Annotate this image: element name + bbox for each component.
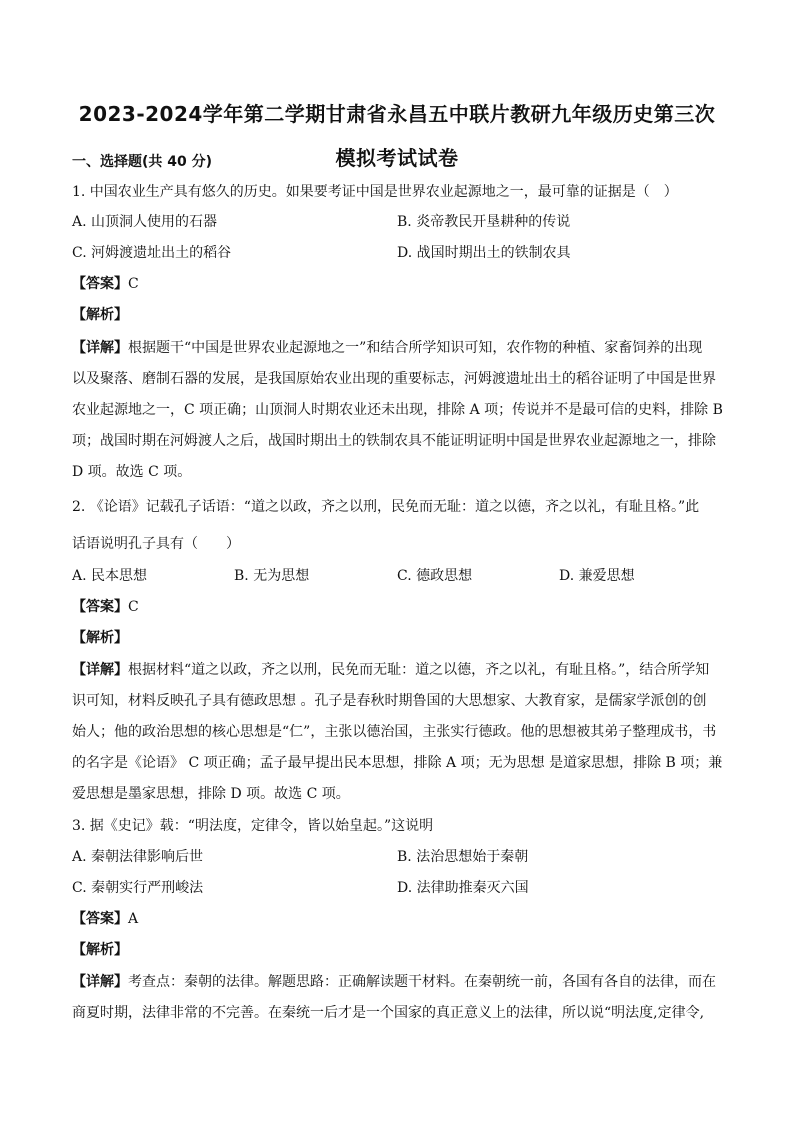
question-2-detail-line5: 爱思想是墨家思想，排除 D 项。故选 C 项。 (72, 786, 350, 802)
detail-label: 【详解】 (72, 974, 128, 990)
question-2-detail-line4: 的名字是《论语》 C 项正确；孟子最早提出民本思想，排除 A 项；无为思想 是道家思想，排除 B 项；兼 (72, 755, 723, 771)
answer-label: 【答案】 (72, 599, 128, 615)
detail-text: 根据题干“中国是世界农业起源地之一”和结合所学知识可知，农作物的种植、家畜饲养的出现 (128, 340, 703, 356)
answer-value: A (128, 911, 139, 927)
question-3-stem: 3. 据《史记》载：“明法度，定律令，皆以始皇起。”这说明 (72, 818, 434, 834)
question-1-option-a: A. 山顶洞人使用的石器 (72, 214, 218, 230)
question-1-detail-line5: D 项。故选 C 项。 (72, 464, 192, 480)
question-2-option-b: B. 无为思想 (234, 568, 310, 584)
question-3-detail-line2: 商夏时期，法律非常的不完善。在秦统一后才是一个国家的真正意义上的法律，所以说“明法度,定律令, (72, 1005, 705, 1021)
question-2-analysis-label (72, 628, 128, 648)
question-2-answer (72, 597, 139, 617)
question-2-option-c: C. 德政思想 (397, 568, 473, 584)
question-1-option-b: B. 炎帝教民开垦耕种的传说 (397, 214, 571, 230)
document-title-line1: 2023-2024学年第二学期甘肃省永昌五中联片教研九年级历史第三次 (78, 102, 716, 126)
question-3-answer (72, 909, 138, 929)
analysis-label: 【解析】 (72, 942, 128, 958)
question-2-detail-line2: 识可知，材料反映孔子具有德政思想 。孔子是春秋时期鲁国的大思想家、大教育家，是儒家学派创的创 (72, 693, 707, 709)
analysis-label: 【解析】 (72, 307, 128, 323)
answer-value: C (128, 276, 139, 292)
question-1-stem: 1. 中国农业生产具有悠久的历史。如果要考证中国是世界农业起源地之一，最可靠的证据是（ ） (72, 184, 678, 200)
question-3-option-b: B. 法治思想始于秦朝 (397, 849, 529, 865)
detail-label: 【详解】 (72, 340, 128, 356)
question-2-option-d: D. 兼爱思想 (559, 568, 635, 584)
question-1-detail-line4: 项；战国时期在河姆渡人之后，战国时期出土的铁制农具不能证明证明中国是世界农业起源地之一，排除 (72, 433, 716, 449)
question-3-option-c: C. 秦朝实行严刑峻法 (72, 880, 204, 896)
answer-label: 【答案】 (72, 276, 128, 292)
question-2-detail-line1 (72, 660, 722, 680)
question-2-detail-line3: 始人；他的政治思想的核心思想是“仁”，主张以德治国，主张实行德政。他的思想被其弟子整理成书，书 (72, 724, 717, 740)
detail-text: 根据材料“道之以政，齐之以刑，民免而无耻：道之以德，齐之以礼，有耻且格。”，结合所学知 (128, 662, 710, 678)
document-title-line2: 模拟考试试卷 (335, 146, 459, 170)
question-2-stem-line1: 2. 《论语》记载孔子话语：“道之以政，齐之以刑，民免而无耻：道之以德，齐之以礼，有耻且格。”此 (72, 499, 700, 515)
question-3-analysis-label (72, 940, 128, 960)
question-2-stem-line2: 话语说明孔子具有（ ） (72, 536, 240, 552)
detail-label: 【详解】 (72, 662, 128, 678)
question-3-detail-line1 (72, 972, 722, 992)
question-1-option-d: D. 战国时期出土的铁制农具 (397, 245, 571, 261)
question-1-detail-line1 (72, 338, 722, 358)
question-1-answer (72, 274, 139, 294)
answer-value: C (128, 599, 139, 615)
question-1-detail-line3: 农业起源地之一，C 项正确；山顶洞人时期农业还未出现，排除 A 项；传说并不是最可信的史料，排除 B (72, 402, 723, 418)
question-2-option-a: A. 民本思想 (72, 568, 148, 584)
analysis-label: 【解析】 (72, 630, 128, 646)
answer-label: 【答案】 (72, 911, 128, 927)
question-1-detail-line2: 以及聚落、磨制石器的发展，是我国原始农业出现的重要标志，河姆渡遗址出土的稻谷证明了中国是世界 (72, 371, 716, 387)
section-heading: 一、选择题(共 40 分) (72, 154, 213, 170)
detail-text: 考查点：秦朝的法律。解题思路：正确解读题干材料。在秦朝统一前，各国有各自的法律，而在 (128, 974, 716, 990)
question-3-option-a: A. 秦朝法律影响后世 (72, 849, 204, 865)
question-3-option-d: D. 法律助推秦灭六国 (397, 880, 529, 896)
question-1-analysis-label (72, 305, 128, 325)
question-1-option-c: C. 河姆渡遗址出土的稻谷 (72, 245, 232, 261)
